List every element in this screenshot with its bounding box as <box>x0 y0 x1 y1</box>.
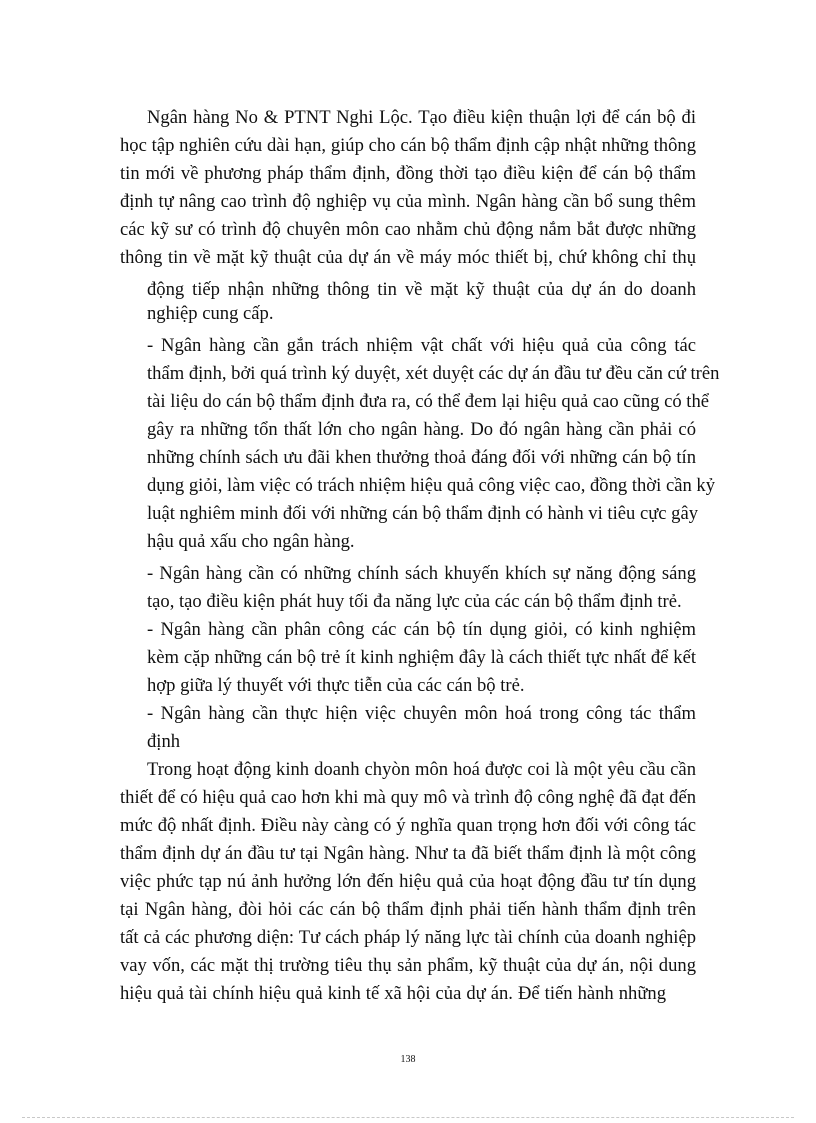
text-line: Trong hoạt động kinh doanh chyòn môn hoá được coi là một yêu cầu cần <box>147 759 696 780</box>
text-line: thẩm định dự án đầu tư tại Ngân hàng. Như ta đã biết thẩm định là một công <box>120 843 696 864</box>
text-line: những chính sách ưu đãi khen thưởng thoả đáng đối với những cán bộ tín <box>147 447 696 468</box>
page-bottom-divider <box>22 1117 794 1118</box>
page-number: 138 <box>400 1054 416 1065</box>
text-line: Ngân hàng No & PTNT Nghi Lộc. Tạo điều kiện thuận lợi để cán bộ đi <box>147 107 696 128</box>
text-line: dụng giỏi, làm việc có trách nhiệm hiệu quả công việc cao, đồng thời cần kỷ <box>147 475 715 496</box>
text-line: tại Ngân hàng, đòi hỏi các cán bộ thẩm định phải tiến hành thẩm định trên <box>120 899 696 920</box>
text-line: nghiệp cung cấp. <box>147 303 274 324</box>
text-line: thiết để có hiệu quả cao hơn khi mà quy mô và trình độ công nghệ đã đạt đến <box>120 787 696 808</box>
text-line: định tự nâng cao trình độ nghiệp vụ của mình. Ngân hàng cần bổ sung thêm <box>120 191 696 212</box>
text-line: - Ngân hàng cần thực hiện việc chuyên môn hoá trong công tác thẩm <box>147 703 696 724</box>
text-line: tin mới về phương pháp thẩm định, đồng thời tạo điều kiện để cán bộ thẩm <box>120 163 696 184</box>
text-line: hiệu quả tài chính hiệu quả kinh tế xã hội của dự án. Để tiến hành những <box>120 983 666 1004</box>
text-line: định <box>147 731 181 752</box>
text-line: luật nghiêm minh đối với những cán bộ thẩm định có hành vi tiêu cực gây <box>147 503 699 524</box>
text-line: thẩm định, bởi quá trình ký duyệt, xét duyệt các dự án đầu tư đều căn cứ trên <box>147 363 720 384</box>
text-line: việc phức tạp nú ảnh hưởng lớn đến hiệu quả của hoạt động đầu tư tín dụng <box>120 871 696 892</box>
text-line: vay vốn, các mặt thị trường tiêu thụ sản phẩm, kỹ thuật của dự án, nội dung <box>120 955 696 976</box>
text-line: động tiếp nhận những thông tin về mặt kỹ thuật của dự án do doanh <box>147 279 696 300</box>
text-line: tạo, tạo điều kiện phát huy tối đa năng lực của các cán bộ thẩm định trẻ. <box>147 591 682 612</box>
text-line: kèm cặp những cán bộ trẻ ít kinh nghiệm đây là cách thiết tực nhất để kết <box>147 647 696 668</box>
text-line: - Ngân hàng cần có những chính sách khuyến khích sự năng động sáng <box>147 563 696 584</box>
text-line: hợp giữa lý thuyết với thực tiễn của các cán bộ trẻ. <box>147 675 525 696</box>
text-line: - Ngân hàng cần phân công các cán bộ tín dụng giỏi, có kinh nghiệm <box>147 619 696 640</box>
text-line: - Ngân hàng cần gắn trách nhiệm vật chất với hiệu quả của công tác <box>147 335 696 356</box>
text-line: mức độ nhất định. Điều này càng có ý nghĩa quan trọng hơn đối với công tác <box>120 815 696 836</box>
text-line: các kỹ sư có trình độ chuyên môn cao nhằm chủ động nắm bắt được những <box>120 219 696 240</box>
text-line: hậu quả xấu cho ngân hàng. <box>147 531 355 552</box>
text-line: học tập nghiên cứu dài hạn, giúp cho cán bộ thẩm định cập nhật những thông <box>120 135 696 156</box>
text-line: gây ra những tổn thất lớn cho ngân hàng. Do đó ngân hàng cần phải có <box>147 419 696 440</box>
text-line: tất cả các phương diện: Tư cách pháp lý năng lực tài chính của doanh nghiệp <box>120 927 696 948</box>
text-line: tài liệu do cán bộ thẩm định đưa ra, có thể đem lại hiệu quả cao cũng có thể <box>147 391 710 412</box>
text-line: thông tin về mặt kỹ thuật của dự án về máy móc thiết bị, chứ không chỉ thụ <box>120 247 696 268</box>
